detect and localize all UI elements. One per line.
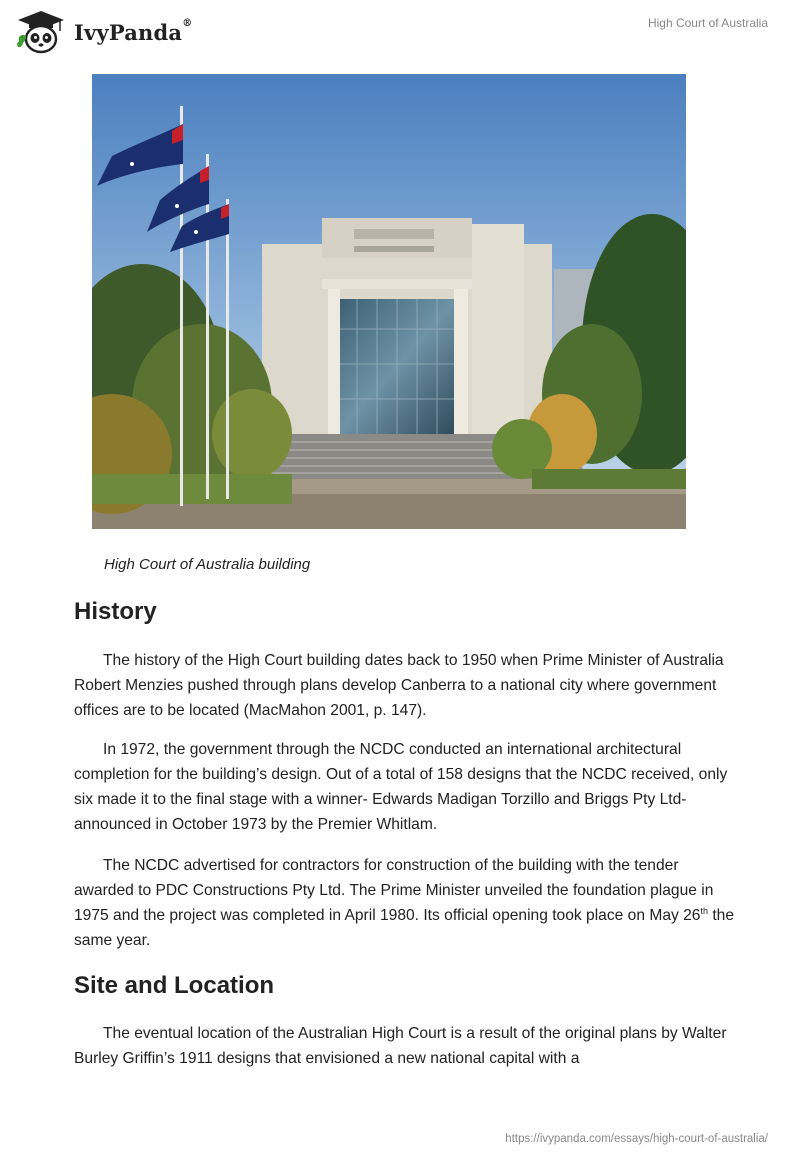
section-heading-site-and-location: Site and Location	[74, 972, 275, 999]
history-paragraph-3	[74, 853, 734, 953]
history-paragraph-3-text: The NCDC advertised for contractors for construction of the building with the tender awarded to PDC Constructions Pty Ltd. The Prime Minister unveiled the foundation plague in 1975 and the project was completed in April 1980. Its official opening took place on May 26	[74, 857, 714, 924]
section-heading-history: History	[74, 598, 157, 625]
ivypanda-logo[interactable]	[14, 9, 192, 55]
page-header	[0, 0, 800, 60]
ordinal-suffix: th	[700, 905, 708, 916]
brand-name: IvyPanda®	[74, 17, 193, 45]
site-paragraph-1: The eventual location of the Australian High Court is a result of the original plans by Walter Burley Griffin’s 1911 designs that envisioned a new national capital with a	[74, 1025, 727, 1067]
high-court-building-photo	[92, 74, 686, 529]
history-paragraph-2: In 1972, the government through the NCDC conducted an international architectural completion for the building’s design. Out of a total of 158 designs that the NCDC received, only six made it to the final stage with a winner- Edwards Madigan Torzillo and Briggs Pty Ltd- announced in October 1973 by the Premier Whitlam.	[74, 741, 728, 833]
figure-caption: High Court of Australia building	[104, 556, 311, 573]
document-title: High Court of Australia	[647, 16, 768, 30]
footer-source-link[interactable]: https://ivypanda.com/essays/high-court-of-australia/	[505, 1133, 768, 1145]
history-paragraph-3-tail: the same year.	[74, 907, 734, 949]
panda-logo-icon	[14, 9, 68, 55]
history-paragraph-1: The history of the High Court building dates back to 1950 when Prime Minister of Australia Robert Menzies pushed through plans develop Canberra to a national city where government offices are to be located (MacMahon 2001, p. 147).	[74, 652, 724, 719]
